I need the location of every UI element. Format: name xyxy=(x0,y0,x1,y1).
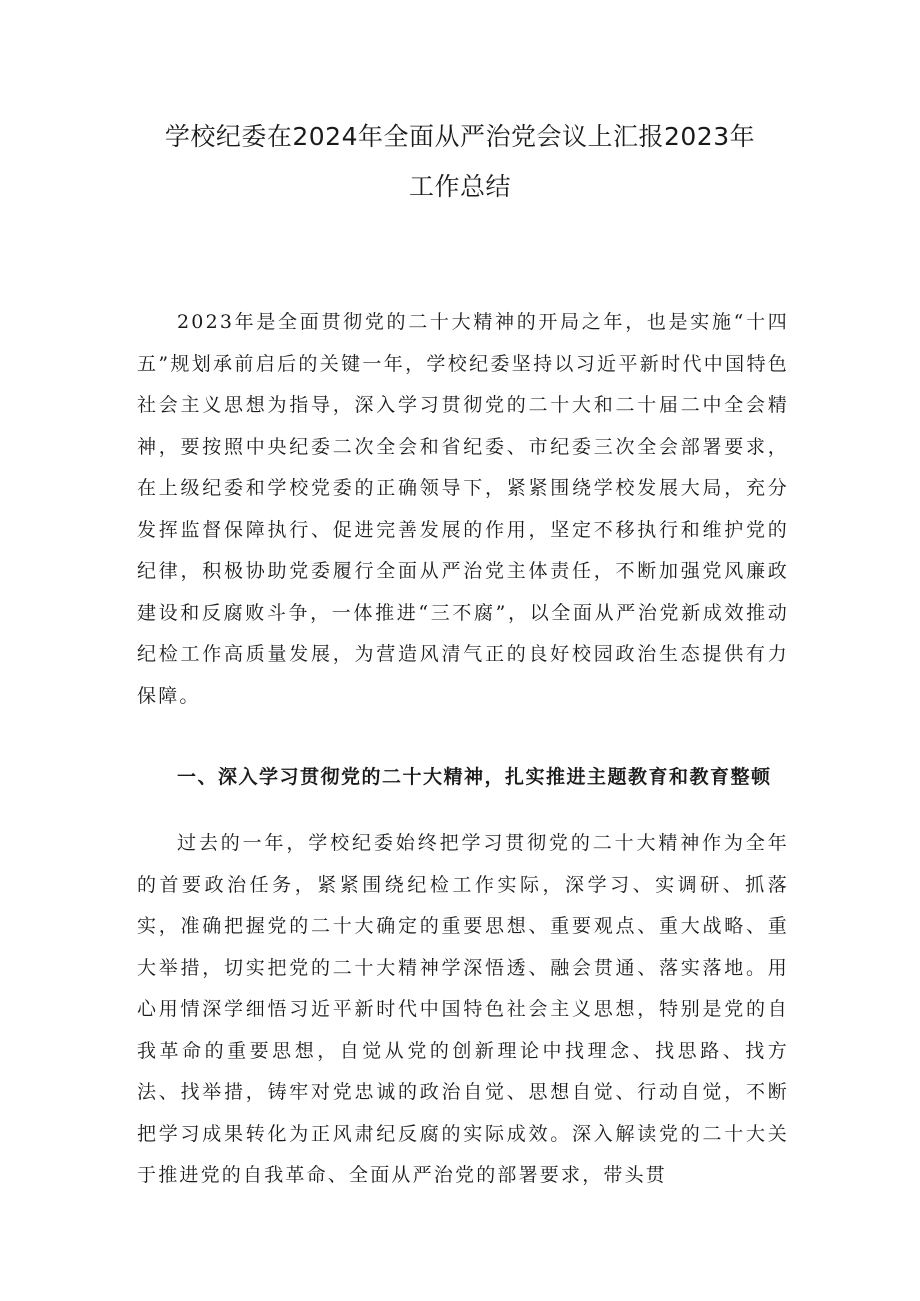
title-line-1: 学校纪委在2024年全面从严治党会议上汇报2023年 xyxy=(164,122,756,151)
section-1-heading: 一、深入学习贯彻党的二十大精神，扎实推进主题教育和教育整顿 xyxy=(177,766,772,788)
title-line-2: 工作总结 xyxy=(408,172,511,201)
section-1-paragraph: 过去的一年，学校纪委始终把学习贯彻党的二十大精神作为全年的首要政治任务，紧紧围绕纪检工作实际，深学习、实调研、抓落实，准确把握党的二十大确定的重要思想、重要观点、重大战略、重大举措，切实把党的二十大精神学深悟透、融会贯通、落实落地。用心用情深学细悟习近平新时代中国特色社会主义思想，特别是党的自我革命的重要思想，自觉从党的创新理论中找理念、找思路、找方法、找举措，铸牢对党忠诚的政治自觉、思想自觉、行动自觉，不断把学习成果转化为正风肃纪反腐的实际成效。深入解读党的二十大关于推进党的自我革命、全面从严治党的部署要求，带头贯 xyxy=(137,832,789,1186)
document-title xyxy=(100,112,820,212)
intro-paragraph: 2023年是全面贯彻党的二十大精神的开局之年，也是实施“十四五”规划承前启后的关键一年，学校纪委坚持以习近平新时代中国特色社会主义思想为指导，深入学习贯彻党的二十大和二十届二中全会精神，要按照中央纪委二次全会和省纪委、市纪委三次全会部署要求，在上级纪委和学校党委的正确领导下，紧紧围绕学校发展大局，充分发挥监督保障执行、促进完善发展的作用，坚定不移执行和维护党的纪律，积极协助党委履行全面从严治党主体责任，不断加强党风廉政建设和反腐败斗争，一体推进“三不腐”，以全面从严治党新成效推动纪检工作高质量发展，为营造风清气正的良好校园政治生态提供有力保障。 xyxy=(137,311,789,707)
